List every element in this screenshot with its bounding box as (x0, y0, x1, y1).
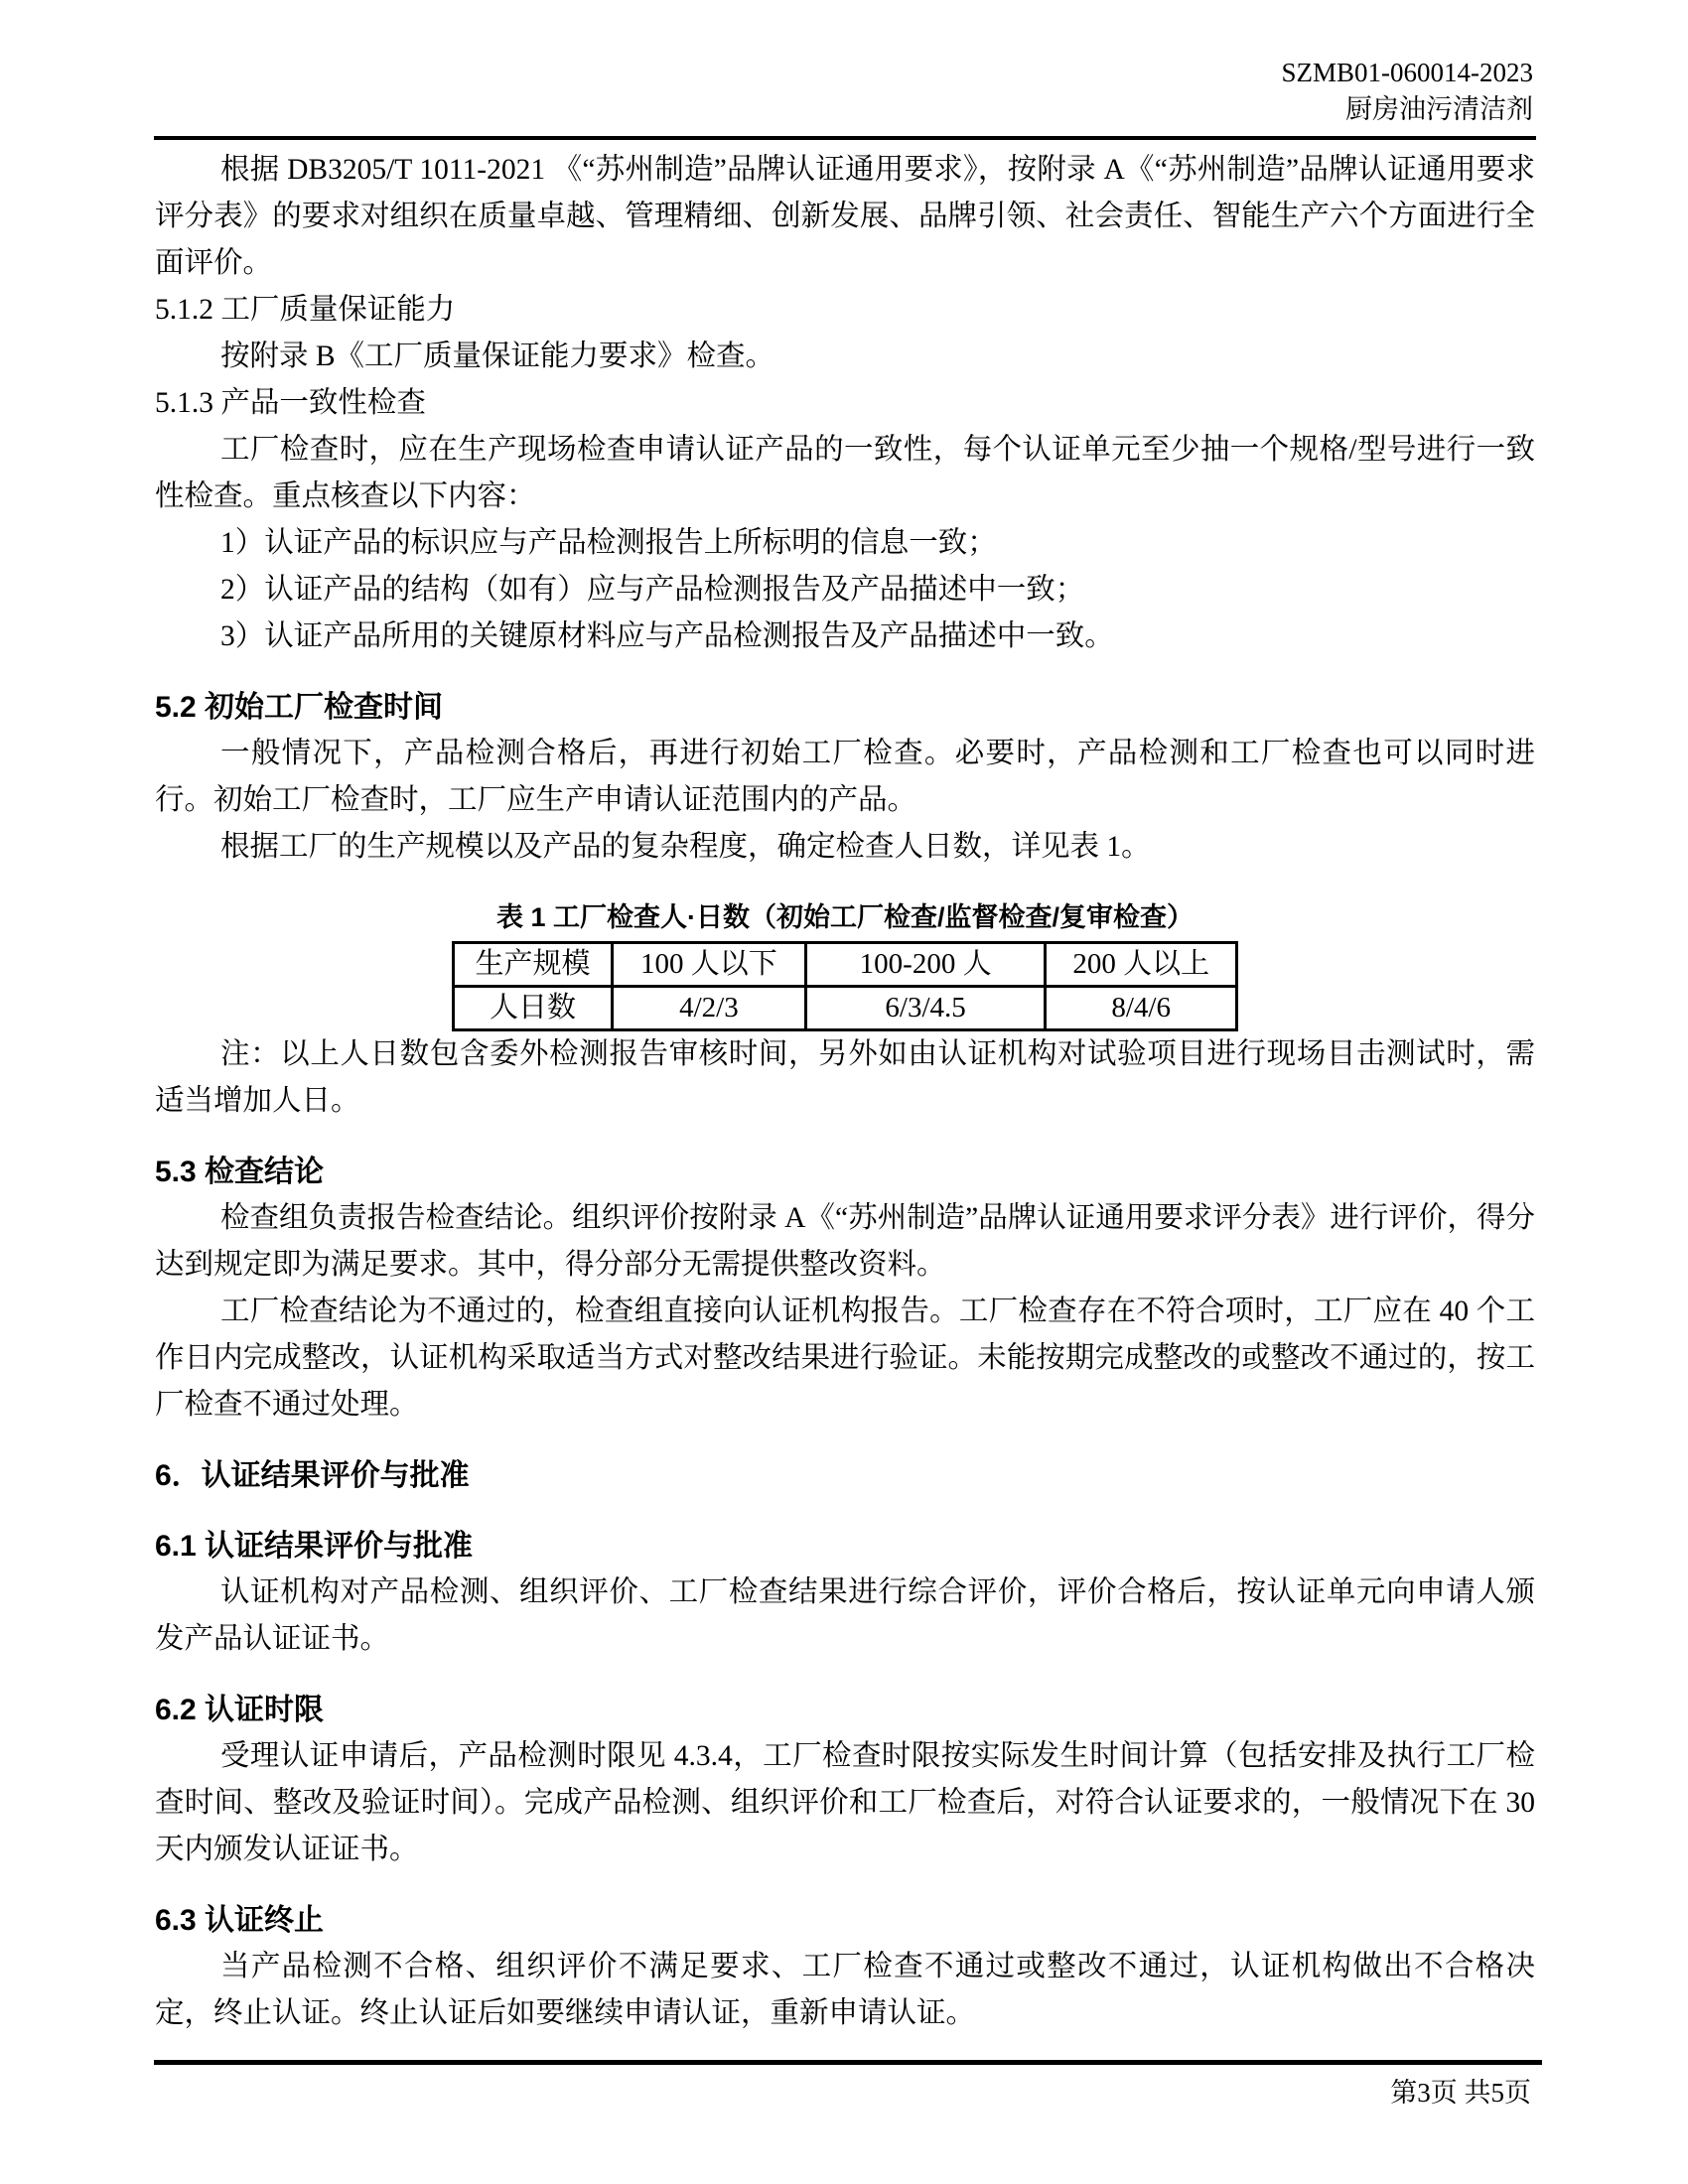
heading-6: 6．认证结果评价与批准 (155, 1459, 470, 1492)
paragraph-5-3-b: 工厂检查结论为不通过的，检查组直接向认证机构报告。工厂检查存在不符合项时，工厂应在 40 个工作日内完成整改，认证机构采取适当方式对整改结果进行验证。未能按期完成整改的或整改不通过的，按工厂检查不通过处理。 (155, 1296, 1535, 1421)
paragraph-5-3-a: 检查组负责报告检查结论。组织评价按附录 A《“苏州制造”品牌认证通用要求评分表》进行评价，得分达到规定即为满足要求。其中，得分部分无需提供整改资料。 (155, 1202, 1535, 1281)
document-body (155, 147, 1535, 2037)
table1-cell-r0c2: 100-200 人 (805, 943, 1046, 987)
paragraph-6-3: 当产品检测不合格、组织评价不满足要求、工厂检查不通过或整改不通过，认证机构做出不合格决定，终止认证。终止认证后如要继续申请认证，重新申请认证。 (155, 1951, 1535, 2029)
heading-5-1-3: 5.1.3 产品一致性检查 (155, 387, 426, 419)
table1-cell-r0c0: 生产规模 (454, 943, 613, 987)
heading-5-3: 5.3 检查结论 (155, 1156, 325, 1188)
table1-cell-r1c2: 6/3/4.5 (805, 987, 1046, 1030)
heading-6-3: 6.3 认证终止 (155, 1904, 325, 1937)
document-code: SZMB01-060014-2023 (1281, 58, 1533, 87)
table1-row-header (454, 943, 1237, 987)
footer-divider (154, 2060, 1542, 2065)
paragraph-5-2-a: 一般情况下，产品检测合格后，再进行初始工厂检查。必要时，产品检测和工厂检查也可以同时进行。初始工厂检查时，工厂应生产申请认证范围内的产品。 (155, 738, 1535, 816)
table1-cell-r0c3: 200 人以上 (1046, 943, 1237, 987)
table1-caption: 表 1 工厂检查人·日数（初始工厂检查/监督检查/复审检查） (495, 902, 1194, 932)
page-header (1281, 55, 1533, 128)
heading-6-2: 6.2 认证时限 (155, 1694, 325, 1726)
table1-row-values (454, 987, 1237, 1030)
paragraph-6-2: 受理认证申请后，产品检测时限见 4.3.4，工厂检查时限按实际发生时间计算（包括安排及执行工厂检查时间、整改及验证时间）。完成产品检测、组织评价和工厂检查后，对符合认证要求的，一般情况下在 30 天内颁发认证证书。 (155, 1740, 1535, 1865)
table1-cell-r1c0: 人日数 (454, 987, 613, 1030)
paragraph-5-1-2: 按附录 B《工厂质量保证能力要求》检查。 (220, 341, 775, 372)
page-number: 第3页 共5页 (1390, 2078, 1531, 2108)
paragraph-intro: 根据 DB3205/T 1011-2021 《“苏州制造”品牌认证通用要求》，按附录 A《“苏州制造”品牌认证通用要求评分表》的要求对组织在质量卓越、管理精细、创新发展、品牌引领、社会责任、智能生产六个方面进行全面评价。 (155, 154, 1535, 279)
list-item-2: 2）认证产品的结构（如有）应与产品检测报告及产品描述中一致； (220, 574, 1085, 606)
heading-6-1: 6.1 认证结果评价与批准 (155, 1530, 474, 1563)
paragraph-6-1: 认证机构对产品检测、组织评价、工厂检查结果进行综合评价，评价合格后，按认证单元向申请人颁发产品认证证书。 (155, 1576, 1535, 1655)
heading-5-1-2: 5.1.2 工厂质量保证能力 (155, 294, 456, 326)
table1 (452, 941, 1238, 1031)
list-item-1: 1）认证产品的标识应与产品检测报告上所标明的信息一致； (220, 527, 997, 559)
heading-5-2: 5.2 初始工厂检查时间 (155, 691, 444, 724)
table1-note: 注：以上人日数包含委外检测报告审核时间，另外如由认证机构对试验项目进行现场目击测试时，需适当增加人日。 (155, 1038, 1535, 1117)
paragraph-5-1-3: 工厂检查时，应在生产现场检查申请认证产品的一致性，每个认证单元至少抽一个规格/型号进行一致性检查。重点核查以下内容： (155, 434, 1535, 512)
table1-cell-r1c1: 4/2/3 (612, 987, 805, 1030)
paragraph-5-2-b: 根据工厂的生产规模以及产品的复杂程度，确定检查人日数，详见表 1。 (220, 831, 1151, 863)
list-item-3: 3）认证产品所用的关键原材料应与产品检测报告及产品描述中一致。 (220, 620, 1114, 652)
table1-cell-r0c1: 100 人以下 (612, 943, 805, 987)
document-subject: 厨房油污清洁剂 (1345, 94, 1533, 124)
table1-cell-r1c3: 8/4/6 (1046, 987, 1237, 1030)
header-divider (154, 136, 1536, 140)
